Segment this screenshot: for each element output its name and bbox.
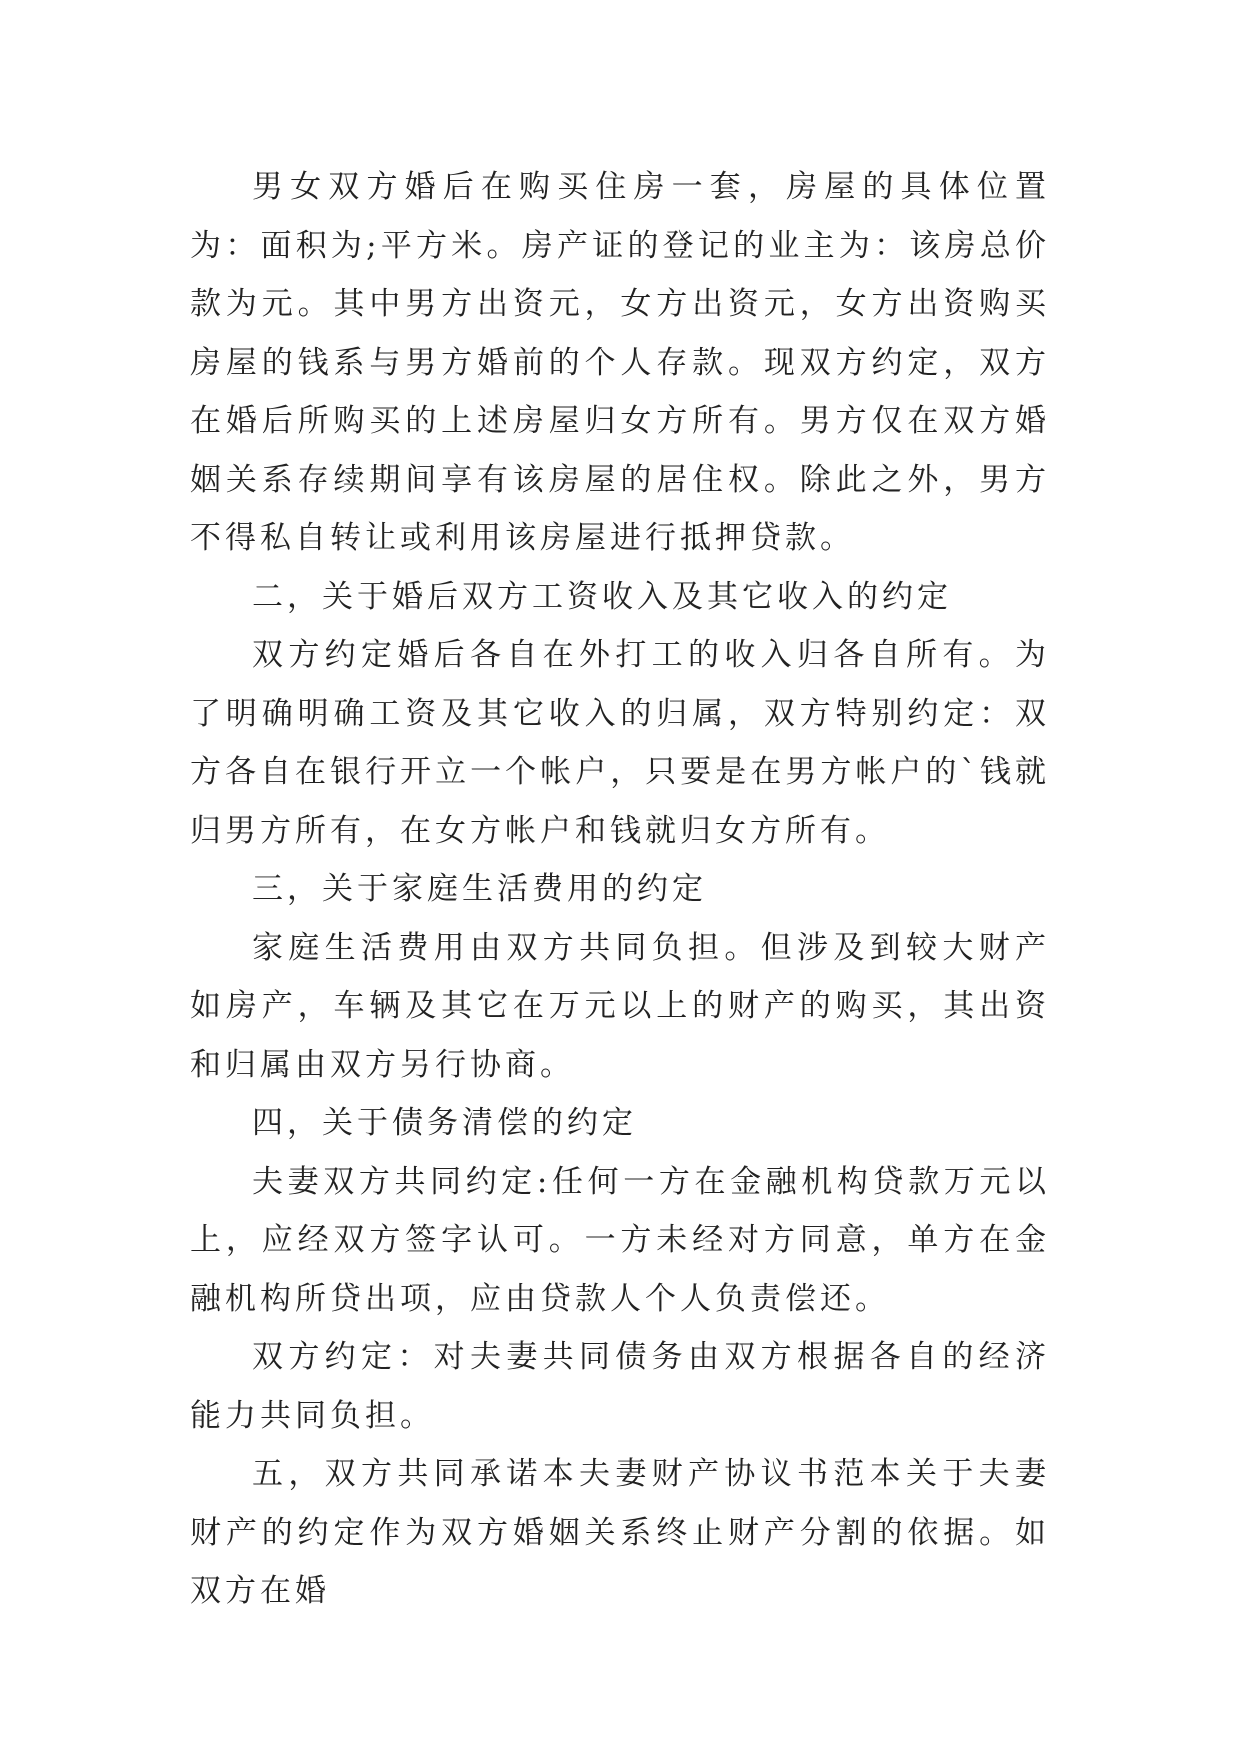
heading-section-4: 四，关于债务清偿的约定	[252, 1105, 637, 1141]
document-body	[190, 158, 1050, 1621]
heading-section-2: 二，关于婚后双方工资收入及其它收入的约定	[252, 578, 952, 615]
paragraph-debt-loans: 夫妻双方共同约定:任何一方在金融机构贷款万元以上，应经双方签字认可。一方未经对方同意，单方在金融机构所贷出项，应由贷款人个人负责偿还。	[190, 1163, 1050, 1317]
paragraph-living-expenses: 家庭生活费用由双方共同负担。但涉及到较大财产如房产，车辆及其它在万元以上的财产的购买，其出资和归属由双方另行协商。	[190, 929, 1050, 1083]
paragraph-joint-debt: 双方约定：对夫妻共同债务由双方根据各自的经济能力共同负担。	[190, 1339, 1050, 1434]
heading-section-3: 三，关于家庭生活费用的约定	[252, 871, 707, 907]
paragraph-section-5: 五，双方共同承诺本夫妻财产协议书范本关于夫妻财产的约定作为双方婚姻关系终止财产分割的依据。如双方在婚	[190, 1456, 1050, 1609]
paragraph-house-purchase: 男女双方婚后在购买住房一套，房屋的具体位置为：面积为;平方米。房产证的登记的业主为：该房总价款为元。其中男方出资元，女方出资元，女方出资购买房屋的钱系与男方婚前的个人存款。现双方约定，双方在婚后所购买的上述房屋归女方所有。男方仅在双方婚姻关系存续期间享有该房屋的居住权。除此之外，男方不得私自转让或利用该房屋进行抵押贷款。	[190, 169, 1050, 556]
paragraph-income: 双方约定婚后各自在外打工的收入归各自所有。为了明确明确工资及其它收入的归属，双方特别约定：双方各自在银行开立一个帐户，只要是在男方帐户的`钱就归男方所有，在女方帐户和钱就归女方所有。	[190, 637, 1050, 849]
